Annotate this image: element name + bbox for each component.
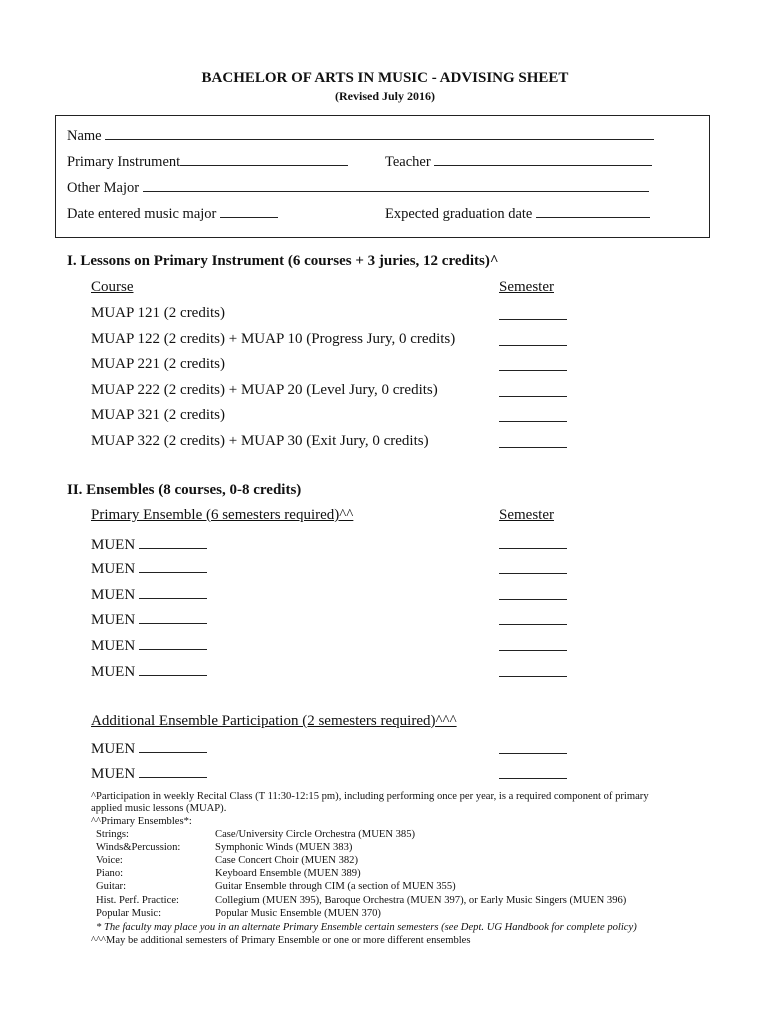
ensemble-semester-blank[interactable] xyxy=(499,663,567,677)
additional-ensemble-header: Additional Ensemble Participation (2 semesters required)^^^ xyxy=(91,713,457,729)
ensemble-semester-blank[interactable] xyxy=(499,611,567,625)
other-major-label: Other Major xyxy=(67,180,140,196)
muen-course-blank[interactable] xyxy=(139,585,207,599)
expected-graduation-field xyxy=(385,204,650,223)
ensemble-category: Winds&Percussion: xyxy=(96,842,181,853)
course-row-label: MUAP 121 (2 credits) xyxy=(91,305,226,321)
expected-graduation-input-line[interactable] xyxy=(536,204,650,218)
muen-row xyxy=(91,585,207,604)
ensemble-category: Hist. Perf. Practice: xyxy=(96,895,179,906)
muen-label: MUEN xyxy=(91,537,136,553)
muen-label: MUEN xyxy=(91,561,136,577)
footnote-additional-ensembles: ^^^May be additional semesters of Primary Ensemble or one or more different ensembles xyxy=(91,935,471,946)
primary-ensemble-header: Primary Ensemble (6 semesters required)^^ xyxy=(91,507,354,523)
expected-graduation-label: Expected graduation date xyxy=(385,206,533,222)
course-semester-blank[interactable] xyxy=(499,434,567,448)
course-column-header: Course xyxy=(91,279,134,295)
muen-course-blank[interactable] xyxy=(139,739,207,753)
teacher-input-line[interactable] xyxy=(434,152,652,166)
teacher-field xyxy=(385,152,652,171)
muen-label: MUEN xyxy=(91,664,136,680)
course-semester-blank[interactable] xyxy=(499,306,567,320)
ensemble-category: Popular Music: xyxy=(96,908,162,919)
muen-course-blank[interactable] xyxy=(139,662,207,676)
course-row-label: MUAP 122 (2 credits) + MUAP 10 (Progress Jury, 0 credits) xyxy=(91,331,456,347)
date-entered-label: Date entered music major xyxy=(67,206,217,222)
name-label: Name xyxy=(67,128,102,144)
course-row-label: MUAP 221 (2 credits) xyxy=(91,356,226,372)
section-lessons-heading: I. Lessons on Primary Instrument (6 courses + 3 juries, 12 credits)^ xyxy=(67,253,499,269)
muen-row xyxy=(91,739,207,758)
other-major-field xyxy=(67,178,649,197)
section-ensembles-heading: II. Ensembles (8 courses, 0-8 credits) xyxy=(67,482,302,498)
ensemble-semester-blank[interactable] xyxy=(499,765,567,779)
ensemble-category: Voice: xyxy=(96,855,123,866)
primary-instrument-field xyxy=(67,152,348,171)
name-input-line[interactable] xyxy=(105,126,654,140)
ensemble-name: Case/University Circle Orchestra (MUEN 385) xyxy=(215,829,416,840)
date-entered-field xyxy=(67,204,278,223)
muen-course-blank[interactable] xyxy=(139,559,207,573)
muen-label: MUEN xyxy=(91,741,136,757)
muen-label: MUEN xyxy=(91,587,136,603)
ensemble-semester-blank[interactable] xyxy=(499,535,567,549)
muen-label: MUEN xyxy=(91,766,136,782)
footnote-primary-ensembles-heading: ^^Primary Ensembles*: xyxy=(91,816,192,827)
ensemble-name: Case Concert Choir (MUEN 382) xyxy=(215,855,358,866)
ensemble-name: Popular Music Ensemble (MUEN 370) xyxy=(215,908,381,919)
ensemble-name: Symphonic Winds (MUEN 383) xyxy=(215,842,353,853)
semester-column-header: Semester xyxy=(499,279,554,295)
ensemble-name: Collegium (MUEN 395), Baroque Orchestra (MUEN 397), or Early Music Singers (MUEN 396) xyxy=(215,895,627,906)
ensemble-category: Guitar: xyxy=(96,881,127,892)
muen-row xyxy=(91,764,207,783)
muen-course-blank[interactable] xyxy=(139,535,207,549)
muen-course-blank[interactable] xyxy=(139,636,207,650)
muen-row xyxy=(91,662,207,681)
ensemble-category: Piano: xyxy=(96,868,124,879)
ensemble-semester-column-header: Semester xyxy=(499,507,554,523)
ensemble-semester-blank[interactable] xyxy=(499,586,567,600)
muen-course-blank[interactable] xyxy=(139,610,207,624)
name-field xyxy=(67,126,654,145)
muen-row xyxy=(91,559,207,578)
ensemble-category: Strings: xyxy=(96,829,129,840)
course-semester-blank[interactable] xyxy=(499,408,567,422)
ensemble-semester-blank[interactable] xyxy=(499,560,567,574)
muen-row xyxy=(91,610,207,629)
page-title: BACHELOR OF ARTS IN MUSIC - ADVISING SHEET xyxy=(201,70,569,86)
muen-row xyxy=(91,636,207,655)
ensemble-name: Keyboard Ensemble (MUEN 389) xyxy=(215,868,361,879)
primary-instrument-label: Primary Instrument xyxy=(67,154,181,170)
other-major-input-line[interactable] xyxy=(143,178,649,192)
footnote-recital-line1: ^Participation in weekly Recital Class (T 11:30-12:15 pm), including performing once per year, is a required component of primary xyxy=(91,791,649,802)
course-row-label: MUAP 322 (2 credits) + MUAP 30 (Exit Jury, 0 credits) xyxy=(91,433,429,449)
teacher-label: Teacher xyxy=(385,154,431,170)
course-semester-blank[interactable] xyxy=(499,383,567,397)
muen-label: MUEN xyxy=(91,638,136,654)
footnote-alternate-ensemble: * The faculty may place you in an alternate Primary Ensemble certain semesters (see Dept. UG Handbook for complete policy) xyxy=(96,922,637,933)
ensemble-name: Guitar Ensemble through CIM (a section of MUEN 355) xyxy=(215,881,456,892)
muen-course-blank[interactable] xyxy=(139,764,207,778)
course-semester-blank[interactable] xyxy=(499,332,567,346)
muen-label: MUEN xyxy=(91,612,136,628)
course-semester-blank[interactable] xyxy=(499,357,567,371)
primary-instrument-input-line[interactable] xyxy=(180,152,348,166)
muen-row xyxy=(91,535,207,554)
page-subtitle: (Revised July 2016) xyxy=(335,89,435,103)
footnote-recital-line2: applied music lessons (MUAP). xyxy=(91,803,227,814)
date-entered-input-line[interactable] xyxy=(220,204,278,218)
ensemble-semester-blank[interactable] xyxy=(499,637,567,651)
course-row-label: MUAP 222 (2 credits) + MUAP 20 (Level Jury, 0 credits) xyxy=(91,382,438,398)
course-row-label: MUAP 321 (2 credits) xyxy=(91,407,226,423)
ensemble-semester-blank[interactable] xyxy=(499,740,567,754)
